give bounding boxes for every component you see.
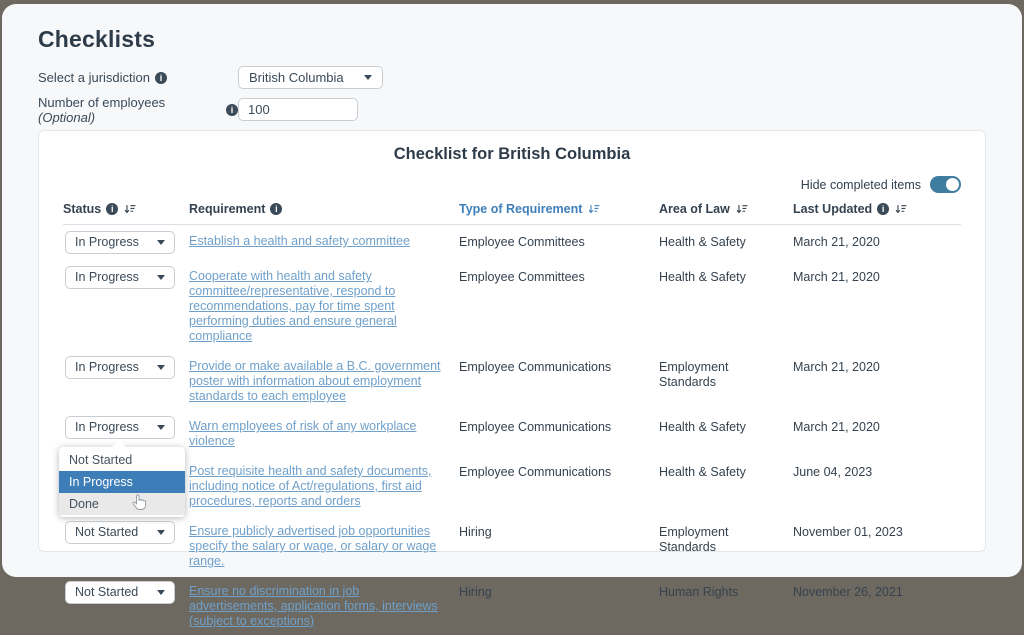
table-row (63, 575, 961, 635)
updated-cell: March 21, 2020 (793, 420, 880, 434)
status-select[interactable] (65, 581, 175, 604)
requirement-link[interactable]: Post requisite health and safety documents, including notice of Act/regulations, first aid procedures, reports and orders (189, 464, 432, 508)
col-area[interactable]: Area of Law (659, 202, 793, 216)
type-cell: Employee Committees (459, 235, 585, 249)
updated-cell: November 26, 2021 (793, 585, 903, 599)
type-cell: Hiring (459, 585, 492, 599)
area-cell: Health & Safety (659, 465, 746, 479)
jurisdiction-filter-row (38, 66, 1022, 89)
optional-hint: (Optional) (38, 109, 96, 125)
requirement-link[interactable]: Ensure no discrimination in job advertisements, application forms, interviews (subject to exceptions) (189, 584, 438, 628)
employees-label-text: Number of employees (Optional) (38, 94, 166, 125)
table-row (63, 455, 961, 515)
hide-completed-label: Hide completed items (800, 177, 921, 192)
filters-section (38, 66, 1022, 125)
info-icon[interactable] (226, 104, 238, 116)
jurisdiction-value: British Columbia (249, 70, 344, 85)
jurisdiction-label (38, 70, 238, 85)
info-icon[interactable] (270, 203, 282, 215)
status-value: Not Started (75, 525, 139, 539)
status-select[interactable] (65, 521, 175, 544)
table-row (63, 260, 961, 350)
employees-label (38, 95, 238, 125)
requirement-link[interactable]: Ensure publicly advertised job opportunities specify the salary or wage, or salary or wage range. (189, 524, 437, 568)
sort-icon-active[interactable] (588, 204, 600, 215)
menu-item-not-started[interactable]: Not Started (69, 453, 133, 467)
area-cell: Employment Standards (659, 525, 729, 554)
info-icon[interactable] (877, 203, 889, 215)
status-value: In Progress (75, 235, 139, 249)
type-cell: Employee Communications (459, 465, 612, 479)
status-dropdown-menu (59, 447, 185, 517)
page-title: Checklists (38, 26, 156, 52)
requirement-link[interactable]: Warn employees of risk of any workplace violence (189, 419, 417, 448)
sort-icon[interactable] (895, 204, 907, 215)
area-cell: Human Rights (659, 585, 739, 599)
requirement-link[interactable]: Provide or make available a B.C. government poster with information about employment standards to each employee (189, 359, 441, 403)
hide-completed-toggle[interactable] (930, 176, 961, 193)
type-cell: Employee Committees (459, 270, 585, 284)
requirement-link[interactable]: Cooperate with health and safety committee/representative, respond to recommendations, pay for time spent performing duties and ensure general compliance (189, 269, 397, 343)
chevron-down-icon (157, 365, 165, 370)
status-select[interactable] (65, 356, 175, 379)
area-cell: Health & Safety (659, 235, 746, 249)
col-requirement[interactable]: Requirement i (189, 202, 459, 216)
jurisdiction-label-text: Select a jurisdiction (38, 70, 150, 85)
updated-cell: June 04, 2023 (793, 465, 873, 479)
updated-cell: March 21, 2020 (793, 270, 880, 284)
hide-completed-row (63, 176, 961, 193)
employees-input[interactable] (238, 98, 358, 121)
checklist-table (63, 202, 961, 635)
requirement-link[interactable]: Establish a health and safety committee (189, 234, 410, 248)
status-select-open[interactable] (65, 416, 175, 439)
chevron-down-icon (157, 530, 165, 535)
col-status[interactable]: Status i (63, 202, 189, 216)
col-updated[interactable]: Last Updated i (793, 202, 961, 216)
type-cell: Employee Communications (459, 360, 612, 374)
chevron-down-icon (364, 75, 372, 80)
updated-cell: March 21, 2020 (793, 360, 880, 374)
area-cell: Health & Safety (659, 270, 746, 284)
col-type[interactable]: Type of Requirement (459, 202, 659, 216)
chevron-down-icon (157, 240, 165, 245)
table-row (63, 225, 961, 260)
status-value: In Progress (75, 420, 139, 434)
area-cell: Employment Standards (659, 360, 729, 389)
info-icon[interactable] (106, 203, 118, 215)
table-row (63, 350, 961, 410)
sort-icon[interactable] (736, 204, 748, 215)
menu-item-done[interactable]: Done (59, 493, 185, 515)
checklist-card (38, 130, 986, 628)
area-cell: Health & Safety (659, 420, 746, 434)
chevron-down-icon (157, 425, 165, 430)
updated-cell: March 21, 2020 (793, 235, 880, 249)
status-select[interactable] (65, 266, 175, 289)
table-row (63, 515, 961, 575)
status-value: In Progress (75, 270, 139, 284)
status-value: Not Started (75, 585, 139, 599)
updated-cell: November 01, 2023 (793, 525, 903, 539)
status-select[interactable] (65, 231, 175, 254)
status-value: In Progress (75, 360, 139, 374)
checklists-page (2, 4, 1022, 628)
type-cell: Hiring (459, 525, 492, 539)
jurisdiction-select[interactable] (238, 66, 383, 89)
type-cell: Employee Communications (459, 420, 612, 434)
sort-icon[interactable] (124, 204, 136, 215)
table-header (63, 202, 961, 225)
employees-filter-row (38, 94, 1022, 125)
card-title: Checklist for British Columbia (393, 145, 631, 163)
chevron-down-icon (157, 275, 165, 280)
menu-item-in-progress[interactable]: In Progress (59, 471, 185, 493)
info-icon[interactable] (155, 72, 167, 84)
hand-cursor-icon (131, 494, 147, 511)
chevron-down-icon (157, 590, 165, 595)
